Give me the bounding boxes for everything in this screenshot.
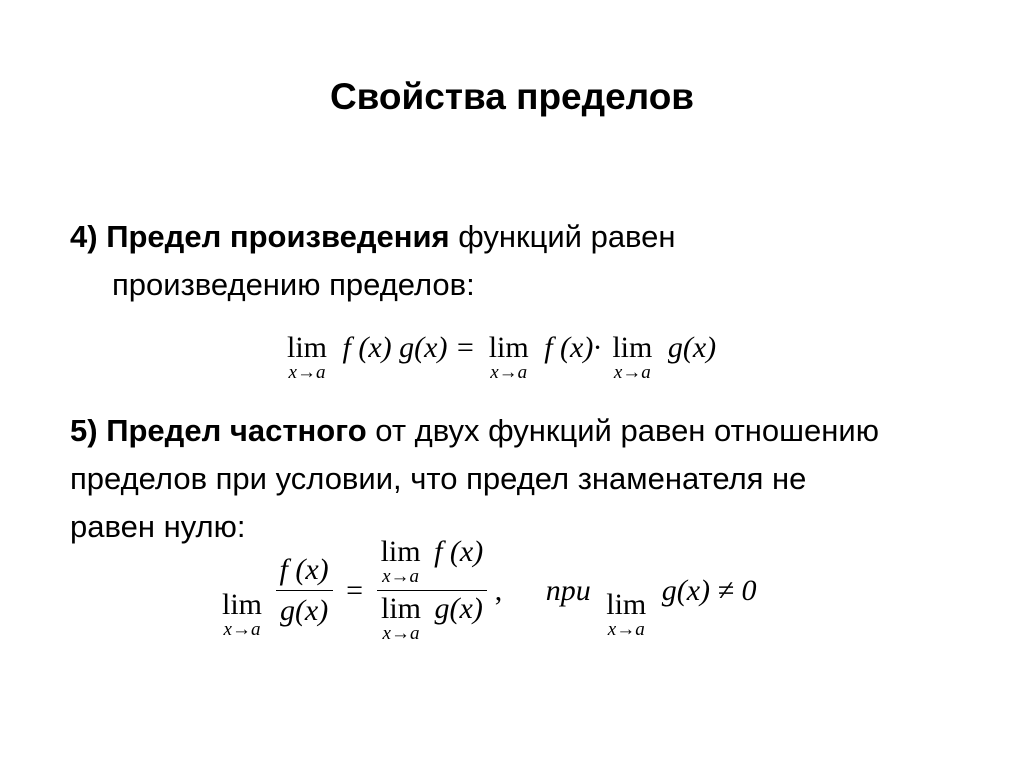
property-4-line-1 xyxy=(70,213,970,261)
fraction-small: $\frac{f (x)}{g(x)}$ xyxy=(276,553,333,628)
limit-operator: lim x→a xyxy=(287,331,328,383)
property-5-line-1 xyxy=(70,407,1015,455)
limit-operator: lim x→a xyxy=(488,331,529,383)
comma: , xyxy=(494,573,503,607)
property-4-number: 4) xyxy=(70,219,98,254)
slide-title: Свойства пределов xyxy=(329,76,695,117)
condition-expression: g(x) ≠ 0 xyxy=(661,573,757,607)
property-4-line-2: произведению пределов: xyxy=(112,267,475,302)
equals-sign: = xyxy=(346,573,364,607)
limit-operator: lim x→a xyxy=(222,588,263,640)
formula-product-lhs: f (x) g(x) = xyxy=(342,331,476,364)
formula-product-g: g(x) xyxy=(667,331,717,364)
property-5-bold: Предел частного xyxy=(106,413,367,448)
property-5-line-2: пределов при условии, что предел знаменателя не xyxy=(70,461,807,496)
property-4-bold: Предел произведения xyxy=(106,219,450,254)
fraction-large: lim x→a f (x) lim x→a g(x) xyxy=(377,537,488,644)
property-5-rest: от двух функций равен отношению xyxy=(366,413,879,448)
condition-word: при xyxy=(545,573,591,607)
property-5-line-3: равен нулю: xyxy=(70,509,246,544)
property-5 xyxy=(70,407,1015,551)
property-4 xyxy=(70,213,970,309)
formula-product-f: f (x)· xyxy=(544,331,601,364)
limit-operator: lim x→a xyxy=(606,588,647,640)
limit-operator: lim x→a xyxy=(381,592,422,644)
property-4-rest: функций равен xyxy=(449,219,676,254)
property-5-number: 5) xyxy=(70,413,98,448)
formula-quotient xyxy=(222,537,757,644)
limit-operator: lim x→a xyxy=(612,331,653,383)
limit-operator: lim x→a xyxy=(380,535,421,587)
formula-product xyxy=(287,333,716,383)
